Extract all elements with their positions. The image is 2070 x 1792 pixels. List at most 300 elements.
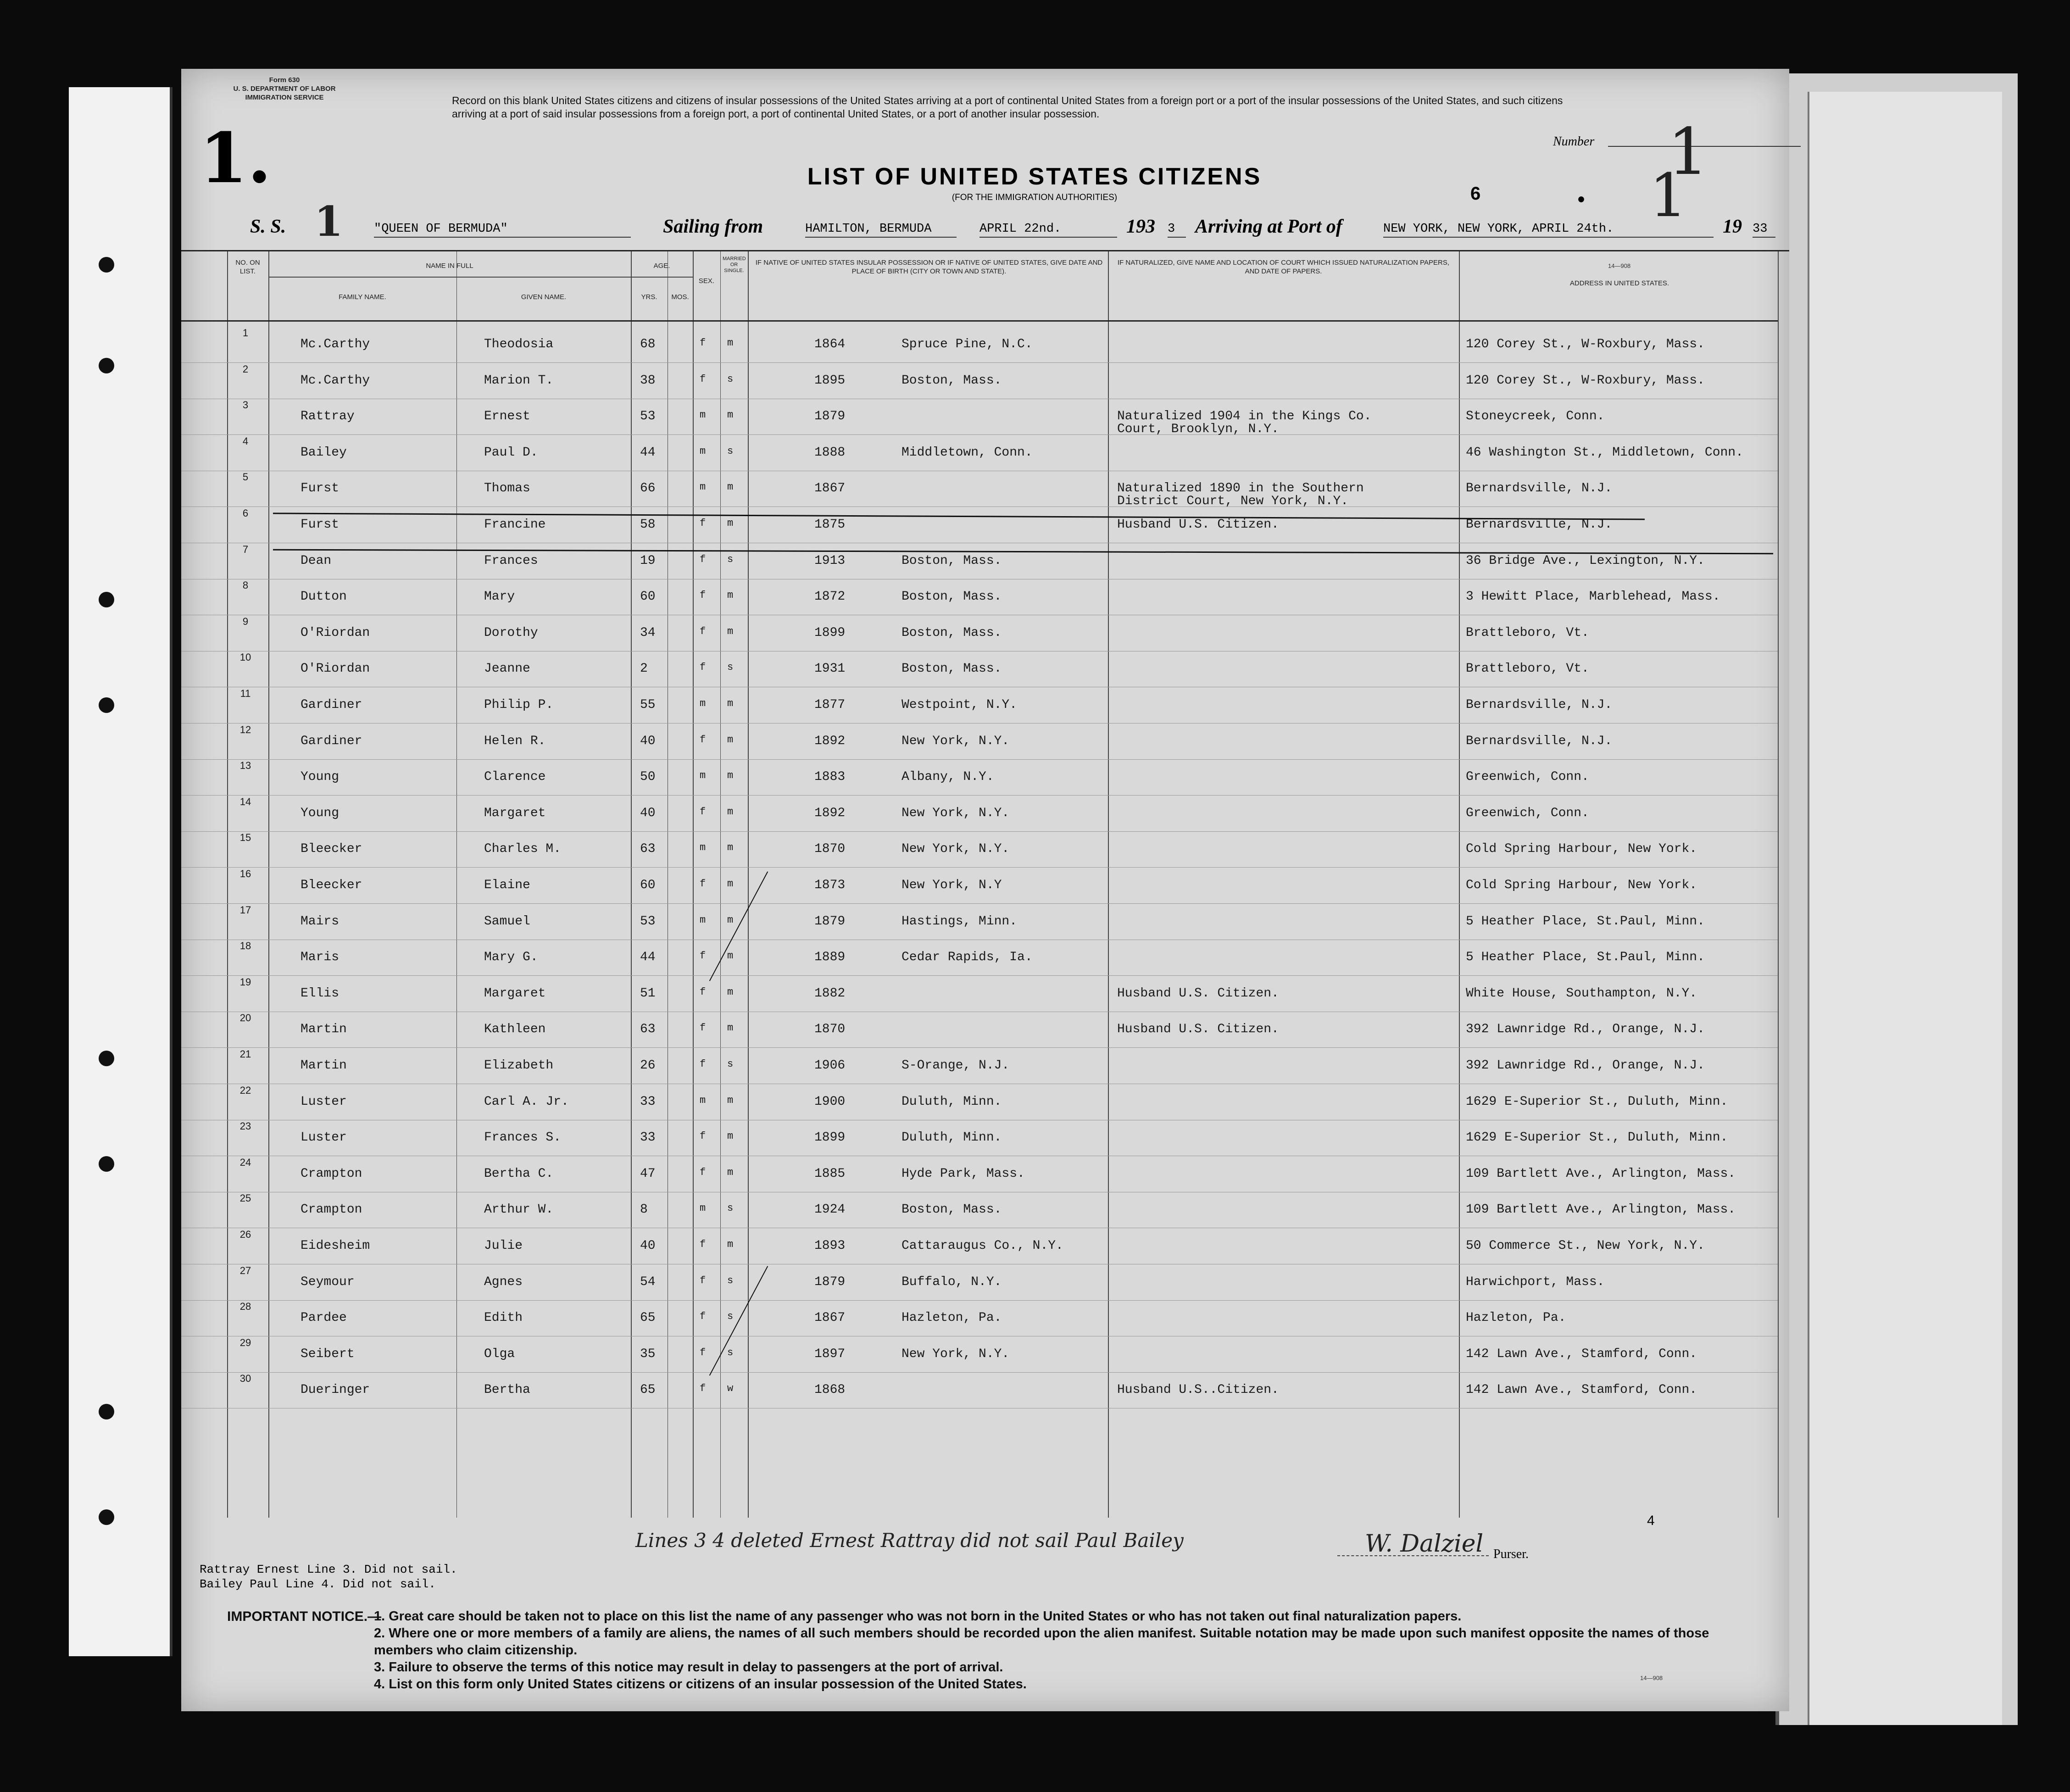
- marital-status: m: [727, 1022, 734, 1034]
- notice-item: 2. Where one or more members of a family are aliens, the names of all such members should be recorded upon the alien manifest. Suitable notation may be made upon such manifest opposite the names of those members who claim citizenship.: [374, 1626, 1709, 1658]
- arriving-year-suffix: 33: [1753, 222, 1775, 238]
- family-name: Gardiner: [300, 734, 362, 748]
- purser-label: Purser.: [1493, 1547, 1529, 1561]
- naturalization-line1: Naturalized 1904 in the Kings Co.: [1117, 409, 1372, 424]
- notice-heading: IMPORTANT NOTICE.—: [227, 1609, 382, 1624]
- marital-status: m: [727, 914, 734, 926]
- birth-year: 1870: [814, 842, 846, 857]
- sex: m: [700, 842, 706, 854]
- birth-place: Albany, N.Y.: [901, 770, 994, 785]
- us-address: Brattleboro, Vt.: [1466, 625, 1589, 640]
- us-address: 120 Corey St., W-Roxbury, Mass.: [1466, 373, 1705, 388]
- birth-place: Westpoint, N.Y.: [901, 698, 1018, 712]
- us-address: 142 Lawn Ave., Stamford, Conn.: [1466, 1383, 1697, 1397]
- birth-place: Boston, Mass.: [901, 590, 1002, 604]
- number-label: Number: [1553, 134, 1595, 149]
- marital-status: m: [727, 986, 734, 998]
- us-address: Bernardsville, N.J.: [1466, 698, 1613, 712]
- col-birth: IF NATIVE OF UNITED STATES INSULAR POSSESSION OR IF NATIVE OF UNITED STATES, GIVE DATE AND PLACE OF BIRTH (CITY OR TOWN AND STATE).: [755, 259, 1103, 275]
- col-years: YRS.: [641, 293, 657, 301]
- family-name: Crampton: [300, 1166, 362, 1181]
- sailing-date: APRIL 22nd.: [979, 222, 1117, 238]
- given-name: Frances S.: [484, 1130, 562, 1145]
- birth-year: 1885: [814, 1166, 846, 1181]
- col-sex: SEX.: [698, 277, 715, 285]
- family-name: O'Riordan: [300, 625, 370, 640]
- birth-year: 1900: [814, 1094, 846, 1109]
- birth-place: New York, N.Y.: [901, 806, 1010, 820]
- sex: f: [700, 734, 706, 746]
- us-address: 392 Lawnridge Rd., Orange, N.J.: [1466, 1022, 1705, 1037]
- marital-status: s: [727, 1311, 734, 1323]
- birth-place: Boston, Mass.: [901, 1202, 1002, 1217]
- row-number: 9: [242, 615, 249, 627]
- given-name: Olga: [484, 1347, 515, 1361]
- row-number: 26: [239, 1229, 251, 1240]
- row-number: 7: [242, 543, 249, 555]
- row-number: 8: [242, 579, 249, 591]
- age-years: 63: [640, 1022, 656, 1037]
- age-years: 34: [640, 625, 656, 640]
- given-name: Margaret: [484, 806, 546, 820]
- table-row: [181, 616, 1789, 651]
- sex: f: [700, 1166, 706, 1178]
- birth-year: 1931: [814, 662, 846, 676]
- us-address: Greenwich, Conn.: [1466, 806, 1589, 820]
- marital-status: m: [727, 878, 734, 890]
- binder-hole: [99, 1156, 114, 1172]
- given-name: Paul D.: [484, 445, 538, 460]
- binder-hole: [99, 697, 114, 713]
- age-years: 19: [640, 553, 656, 568]
- marital-status: m: [727, 950, 734, 962]
- marital-status: m: [727, 409, 734, 421]
- sailing-year-suffix: 3: [1168, 222, 1186, 238]
- family-name: Mc.Carthy: [300, 337, 370, 351]
- naturalization-line1: Husband U.S. Citizen.: [1117, 986, 1279, 1001]
- family-name: Dueringer: [300, 1383, 370, 1397]
- naturalization-line1: Husband U.S..Citizen.: [1117, 1383, 1279, 1397]
- row-number: 29: [239, 1336, 251, 1348]
- marital-status: s: [727, 1202, 734, 1214]
- sex: f: [700, 662, 706, 673]
- birth-year: 1864: [814, 337, 846, 351]
- row-number: 21: [239, 1048, 251, 1060]
- us-address: Bernardsville, N.J.: [1466, 481, 1613, 496]
- binder-hole: [99, 358, 114, 373]
- us-address: 109 Bartlett Ave., Arlington, Mass.: [1466, 1166, 1736, 1181]
- birth-year: 1892: [814, 734, 846, 748]
- given-name: Jeanne: [484, 662, 530, 676]
- birth-year: 1867: [814, 1311, 846, 1325]
- ss-label: S. S.: [250, 216, 286, 237]
- family-name: Crampton: [300, 1202, 362, 1217]
- note-line-bailey: Bailey Paul Line 4. Did not sail.: [200, 1577, 436, 1591]
- birth-year: 1893: [814, 1239, 846, 1253]
- birth-year: 1873: [814, 878, 846, 892]
- family-name: Young: [300, 770, 339, 785]
- sex: m: [700, 1094, 706, 1106]
- given-name: Philip P.: [484, 698, 554, 712]
- rear-page-inner: [1808, 92, 2002, 1725]
- naturalization-line2: Court, Brooklyn, N.Y.: [1117, 422, 1279, 437]
- marital-status: m: [727, 590, 734, 601]
- form-code-top: 14—908: [1608, 262, 1631, 269]
- marital-status: m: [727, 481, 734, 493]
- table-row: [181, 327, 1789, 363]
- row-number: 5: [242, 471, 249, 483]
- instructions-text: Record on this blank United States citizens and citizens of insular possessions of the United States arriving at a port of continental United States from a foreign port or a port of the insular possessions of the United States, and such citizens arriving at a port of said insular possessions from a foreign port, a port of continental United States, or a port of another insular possession.: [452, 95, 1563, 120]
- given-name: Mary: [484, 590, 515, 604]
- sex: m: [700, 1202, 706, 1214]
- given-name: Mary G.: [484, 950, 538, 965]
- birth-place: Hastings, Minn.: [901, 914, 1018, 929]
- sex: f: [700, 806, 706, 818]
- header-rule: [268, 277, 693, 278]
- birth-place: Boston, Mass.: [901, 625, 1002, 640]
- age-years: 38: [640, 373, 656, 388]
- marital-status: s: [727, 1058, 734, 1070]
- table-row: [181, 688, 1789, 723]
- us-address: Cold Spring Harbour, New York.: [1466, 842, 1697, 857]
- sailing-label: Sailing from: [663, 216, 763, 237]
- family-name: Furst: [300, 518, 339, 532]
- given-name: Ernest: [484, 409, 530, 424]
- birth-place: Duluth, Minn.: [901, 1130, 1002, 1145]
- form-identifier: [209, 76, 360, 102]
- family-name: Ellis: [300, 986, 339, 1001]
- manifest-page: [181, 69, 1789, 1711]
- table-row: [181, 1120, 1789, 1156]
- col-months: MOS.: [671, 293, 689, 301]
- sailing-year-prefix: 193: [1126, 216, 1155, 237]
- dot-mark: •: [1576, 190, 1587, 210]
- birth-place: Hyde Park, Mass.: [901, 1166, 1025, 1181]
- us-address: Hazleton, Pa.: [1466, 1311, 1566, 1325]
- row-number: 12: [239, 723, 251, 735]
- sex: f: [700, 1239, 706, 1250]
- us-address: 1629 E-Superior St., Duluth, Minn.: [1466, 1094, 1728, 1109]
- sex: f: [700, 1311, 706, 1323]
- given-name: Arthur W.: [484, 1202, 554, 1217]
- age-years: 40: [640, 806, 656, 820]
- col-given-name: GIVEN NAME.: [521, 293, 567, 301]
- us-address: 120 Corey St., W-Roxbury, Mass.: [1466, 337, 1705, 351]
- table-row: [181, 904, 1789, 940]
- number-value-repeat: 1: [1649, 161, 1687, 230]
- col-age: AGE.: [653, 262, 670, 270]
- handwritten-deletion-note: Lines 3 4 deleted Ernest Rattray did not sail Paul Bailey: [635, 1529, 1184, 1552]
- table-row: [181, 1157, 1789, 1192]
- birth-year: 1888: [814, 445, 846, 460]
- purser-signature-line: [1337, 1555, 1489, 1556]
- age-years: 40: [640, 1239, 656, 1253]
- marital-status: m: [727, 337, 734, 349]
- table-row: [181, 471, 1789, 507]
- birth-place: Middletown, Conn.: [901, 445, 1033, 460]
- binder-strip: [69, 87, 172, 1656]
- table-row: [181, 544, 1789, 579]
- given-name: Helen R.: [484, 734, 546, 748]
- age-years: 65: [640, 1311, 656, 1325]
- birth-year: 1875: [814, 518, 846, 532]
- birth-year: 1872: [814, 590, 846, 604]
- age-years: 33: [640, 1130, 656, 1145]
- table-row: [181, 1229, 1789, 1264]
- family-name: Mairs: [300, 914, 339, 929]
- family-name: Seibert: [300, 1347, 355, 1361]
- given-name: Agnes: [484, 1274, 523, 1289]
- header-rule: [181, 320, 1778, 322]
- given-name: Bertha: [484, 1383, 530, 1397]
- birth-place: Hazleton, Pa.: [901, 1311, 1002, 1325]
- age-years: 44: [640, 950, 656, 965]
- marital-status: m: [727, 1094, 734, 1106]
- table-row: [181, 724, 1789, 760]
- us-address: 5 Heather Place, St.Paul, Minn.: [1466, 950, 1705, 965]
- birth-year: 1895: [814, 373, 846, 388]
- note-line-rattray: Rattray Ernest Line 3. Did not sail.: [200, 1563, 457, 1576]
- sailing-port: HAMILTON, BERMUDA: [805, 222, 957, 238]
- col-name-in-full: NAME IN FULL: [426, 262, 473, 270]
- row-number: 24: [239, 1156, 251, 1168]
- row-number: 27: [239, 1264, 251, 1276]
- row-number: 13: [239, 760, 251, 772]
- given-name: Julie: [484, 1239, 523, 1253]
- binder-hole: [99, 1051, 114, 1066]
- family-name: Luster: [300, 1094, 347, 1109]
- age-years: 68: [640, 337, 656, 351]
- age-years: 53: [640, 409, 656, 424]
- binder-hole: [99, 1509, 114, 1525]
- birth-place: Boston, Mass.: [901, 373, 1002, 388]
- sex: m: [700, 698, 706, 709]
- binder-hole: [99, 257, 114, 273]
- col-no: NO. ON LIST.: [235, 259, 260, 275]
- birth-place: Cedar Rapids, Ia.: [901, 950, 1033, 965]
- birth-year: 1882: [814, 986, 846, 1001]
- family-name: Martin: [300, 1058, 347, 1073]
- birth-place: Cattaraugus Co., N.Y.: [901, 1239, 1063, 1253]
- given-name: Charles M.: [484, 842, 562, 857]
- row-number: 3: [242, 399, 249, 411]
- birth-year: 1913: [814, 553, 846, 568]
- marital-status: s: [727, 553, 734, 565]
- row-number: 6: [242, 507, 249, 519]
- row-number: 28: [239, 1301, 251, 1313]
- family-name: Martin: [300, 1022, 347, 1037]
- row-number: 30: [239, 1373, 251, 1385]
- table-row: [181, 651, 1789, 687]
- arriving-port: NEW YORK, NEW YORK, APRIL 24th.: [1383, 222, 1714, 238]
- marital-status: m: [727, 734, 734, 746]
- age-years: 50: [640, 770, 656, 785]
- form-code-bottom: 14—908: [1640, 1675, 1663, 1681]
- birth-place: Duluth, Minn.: [901, 1094, 1002, 1109]
- citizens-table: [181, 250, 1789, 1518]
- page-subtitle: (FOR THE IMMIGRATION AUTHORITIES): [952, 193, 1118, 202]
- sex: f: [700, 518, 706, 529]
- given-name: Francine: [484, 518, 546, 532]
- row-number: 23: [239, 1120, 251, 1132]
- family-name: Mc.Carthy: [300, 373, 370, 388]
- family-name: Gardiner: [300, 698, 362, 712]
- row-number: 4: [242, 435, 249, 447]
- birth-place: New York, N.Y.: [901, 1347, 1010, 1361]
- table-row: [181, 940, 1789, 976]
- us-address: Bernardsville, N.J.: [1466, 734, 1613, 748]
- given-name: Theodosia: [484, 337, 554, 351]
- birth-year: 1870: [814, 1022, 846, 1037]
- sex: f: [700, 625, 706, 637]
- row-number: 19: [239, 976, 251, 988]
- birth-place: Buffalo, N.Y.: [901, 1274, 1002, 1289]
- given-name: Samuel: [484, 914, 530, 929]
- table-row: [181, 1301, 1789, 1336]
- us-address: 5 Heather Place, St.Paul, Minn.: [1466, 914, 1705, 929]
- marital-status: m: [727, 1239, 734, 1250]
- ship-number-mark: 1: [314, 197, 343, 246]
- given-name: Marion T.: [484, 373, 554, 388]
- age-years: 58: [640, 518, 656, 532]
- table-row: [181, 363, 1789, 399]
- table-row: [181, 579, 1789, 615]
- ship-name: "QUEEN OF BERMUDA": [374, 222, 631, 238]
- marital-status: m: [727, 1130, 734, 1142]
- binder-hole: [99, 1404, 114, 1419]
- sheet-number: 6: [1470, 184, 1481, 204]
- table-row: [181, 507, 1789, 543]
- col-address: ADDRESS IN UNITED STATES.: [1569, 279, 1669, 287]
- row-number: 17: [239, 904, 251, 916]
- sex: m: [700, 409, 706, 421]
- age-years: 26: [640, 1058, 656, 1073]
- row-number: 18: [239, 940, 251, 952]
- family-name: O'Riordan: [300, 662, 370, 676]
- notice-items: [374, 1608, 1764, 1693]
- family-name: Bailey: [300, 445, 347, 460]
- sex: f: [700, 1347, 706, 1358]
- given-name: Elizabeth: [484, 1058, 554, 1073]
- birth-year: 1899: [814, 1130, 846, 1145]
- family-name: Maris: [300, 950, 339, 965]
- page-mark: 4: [1647, 1513, 1655, 1528]
- row-number: 2: [242, 363, 249, 375]
- family-name: Bleecker: [300, 842, 362, 857]
- us-address: 109 Bartlett Ave., Arlington, Mass.: [1466, 1202, 1736, 1217]
- birth-place: Boston, Mass.: [901, 553, 1002, 568]
- marital-status: m: [727, 518, 734, 529]
- age-years: 33: [640, 1094, 656, 1109]
- birth-year: 1867: [814, 481, 846, 496]
- birth-year: 1868: [814, 1383, 846, 1397]
- family-name: Dean: [300, 553, 332, 568]
- notice-item: 1. Great care should be taken not to place on this list the name of any passenger who was not born in the United States or who has not taken out final naturalization papers.: [374, 1609, 1462, 1624]
- birth-year: 1924: [814, 1202, 846, 1217]
- department-name: U. S. DEPARTMENT OF LABOR: [233, 85, 336, 93]
- birth-place: S-Orange, N.J.: [901, 1058, 1010, 1073]
- age-years: 35: [640, 1347, 656, 1361]
- table-row: [181, 796, 1789, 832]
- given-name: Margaret: [484, 986, 546, 1001]
- us-address: 392 Lawnridge Rd., Orange, N.J.: [1466, 1058, 1705, 1073]
- table-row: [181, 868, 1789, 904]
- age-years: 53: [640, 914, 656, 929]
- us-address: 46 Washington St., Middletown, Conn.: [1466, 445, 1743, 460]
- col-family-name: FAMILY NAME.: [339, 293, 386, 301]
- table-row: [181, 760, 1789, 796]
- table-row: [181, 435, 1789, 471]
- family-name: Bleecker: [300, 878, 362, 892]
- naturalization-line2: District Court, New York, N.Y.: [1117, 494, 1349, 509]
- sex: f: [700, 1130, 706, 1142]
- sex: m: [700, 481, 706, 493]
- marital-status: m: [727, 625, 734, 637]
- table-row: [181, 1265, 1789, 1301]
- naturalization-line1: Naturalized 1890 in the Southern: [1117, 481, 1364, 496]
- us-address: 142 Lawn Ave., Stamford, Conn.: [1466, 1347, 1697, 1361]
- age-years: 2: [640, 662, 648, 676]
- table-row: [181, 1373, 1789, 1408]
- given-name: Dorothy: [484, 625, 538, 640]
- table-row: [181, 1337, 1789, 1373]
- given-name: Bertha C.: [484, 1166, 554, 1181]
- marital-status: m: [727, 806, 734, 818]
- us-address: Brattleboro, Vt.: [1466, 662, 1589, 676]
- form-number: Form 630: [269, 76, 300, 84]
- age-years: 51: [640, 986, 656, 1001]
- service-name: IMMIGRATION SERVICE: [245, 94, 324, 101]
- sex: f: [700, 1058, 706, 1070]
- birth-year: 1906: [814, 1058, 846, 1073]
- sex: f: [700, 373, 706, 385]
- sex: f: [700, 986, 706, 998]
- marital-status: m: [727, 770, 734, 782]
- birth-place: New York, N.Y.: [901, 842, 1010, 857]
- given-name: Clarence: [484, 770, 546, 785]
- row-number: 11: [240, 688, 251, 699]
- birth-year: 1899: [814, 625, 846, 640]
- us-address: Harwichport, Mass.: [1466, 1274, 1605, 1289]
- col-married-single: MARRIED OR SINGLE.: [723, 256, 746, 273]
- us-address: 3 Hewitt Place, Marblehead, Mass.: [1466, 590, 1720, 604]
- birth-year: 1879: [814, 1274, 846, 1289]
- number-value: 1: [1668, 115, 1709, 189]
- purser-signature: W. Dalziel: [1365, 1530, 1484, 1558]
- row-number: 22: [239, 1084, 251, 1096]
- age-years: 54: [640, 1274, 656, 1289]
- sex: f: [700, 878, 706, 890]
- birth-place: Spruce Pine, N.C.: [901, 337, 1033, 351]
- page-title: LIST OF UNITED STATES CITIZENS: [807, 163, 1262, 190]
- given-name: Elaine: [484, 878, 530, 892]
- arriving-year-prefix: 19: [1723, 216, 1742, 237]
- birth-year: 1883: [814, 770, 846, 785]
- sex: f: [700, 950, 706, 962]
- family-name: Furst: [300, 481, 339, 496]
- marital-status: s: [727, 1274, 734, 1286]
- family-name: Young: [300, 806, 339, 820]
- sex: f: [700, 337, 706, 349]
- us-address: Bernardsville, N.J.: [1466, 518, 1613, 532]
- us-address: White House, Southampton, N.Y.: [1466, 986, 1697, 1001]
- marital-status: m: [727, 1166, 734, 1178]
- given-name: Frances: [484, 553, 538, 568]
- sex: f: [700, 1022, 706, 1034]
- row-number: 25: [239, 1192, 251, 1204]
- birth-year: 1889: [814, 950, 846, 965]
- family-name: Eidesheim: [300, 1239, 370, 1253]
